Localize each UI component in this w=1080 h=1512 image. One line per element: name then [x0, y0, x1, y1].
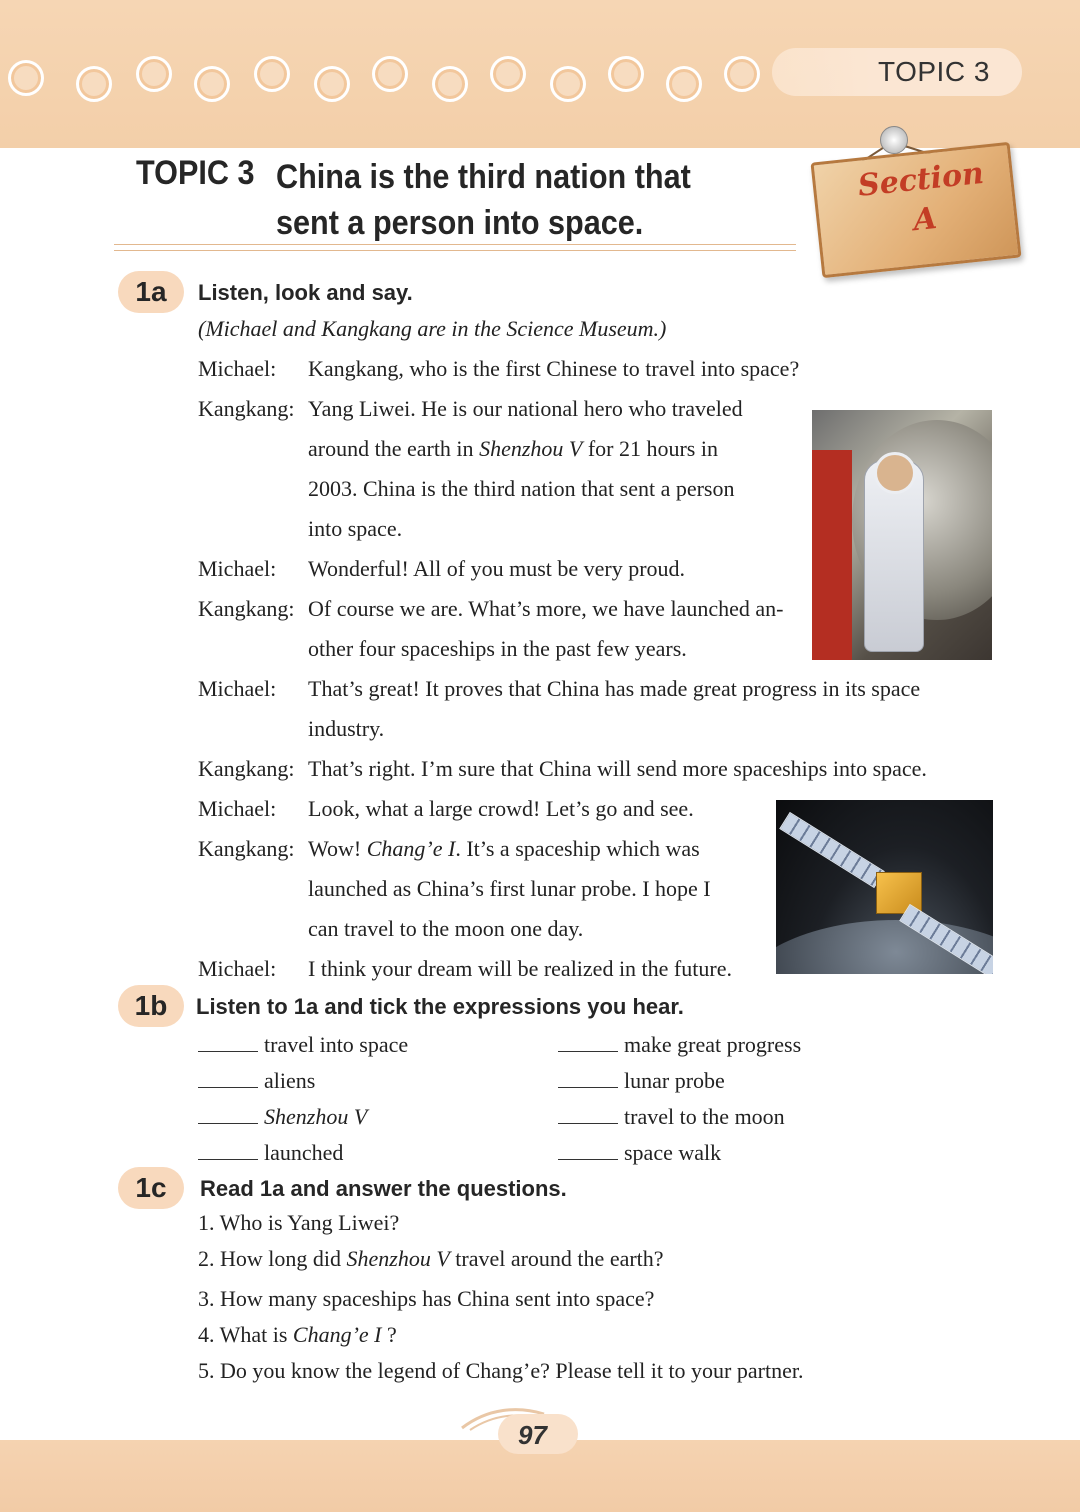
astronaut-photo: [812, 410, 992, 660]
dialogue-line: launched as China’s first lunar probe. I hope I: [308, 876, 711, 901]
tick-blank[interactable]: [558, 1105, 618, 1124]
exercise-badge-1b: 1b: [118, 985, 184, 1027]
expression-text: space walk: [624, 1140, 722, 1165]
expression-item: [198, 1032, 408, 1058]
tick-blank[interactable]: [198, 1105, 258, 1124]
dialogue-speaker: Michael:: [198, 956, 277, 981]
tick-blank[interactable]: [198, 1141, 258, 1160]
exercise-instruction-1b: Listen to 1a and tick the expressions you hear.: [196, 994, 684, 1019]
dialogue-speaker: Michael:: [198, 796, 277, 821]
expression-text: Shenzhou V: [264, 1104, 368, 1129]
topic-tab-label: TOPIC 3: [878, 56, 990, 87]
question-item: 1. Who is Yang Liwei?: [198, 1210, 400, 1235]
dialogue-line: I think your dream will be realized in the future.: [308, 956, 732, 981]
dialogue-line: industry.: [308, 716, 385, 741]
dialogue-line: Look, what a large crowd! Let’s go and see.: [308, 796, 694, 821]
italic-term: Shenzhou V: [346, 1246, 450, 1271]
expression-item: [558, 1032, 801, 1058]
expression-item: [198, 1140, 343, 1166]
scene-note: (Michael and Kangkang are in the Science Museum.): [198, 316, 667, 341]
section-sign: [810, 142, 1021, 278]
italic-term: Chang’e I: [366, 836, 456, 861]
dialogue-line: Yang Liwei. He is our national hero who traveled: [308, 396, 743, 421]
dialogue-line: can travel to the moon one day.: [308, 916, 584, 941]
expression-item: [558, 1068, 725, 1094]
tick-blank[interactable]: [558, 1141, 618, 1160]
exercise-badge-1c: 1c: [118, 1167, 184, 1209]
title-line-2: sent a person into space.: [276, 204, 644, 242]
expression-text: make great progress: [624, 1032, 802, 1057]
question-item: 5. Do you know the legend of Chang’e? Please tell it to your partner.: [198, 1358, 804, 1383]
title-line-1: China is the third nation that: [276, 158, 691, 196]
dialogue-speaker: Kangkang:: [198, 596, 295, 621]
exercise-badge-1a: 1a: [118, 271, 184, 313]
question-item: 2. How long did Shenzhou V travel around the earth?: [198, 1246, 664, 1271]
dialogue-line: Kangkang, who is the first Chinese to travel into space?: [308, 356, 800, 381]
dialogue-line: Wow! Chang’e I. It’s a spaceship which was: [308, 836, 700, 861]
tick-blank[interactable]: [198, 1033, 258, 1052]
dialogue-speaker: Michael:: [198, 356, 277, 381]
expression-text: aliens: [264, 1068, 316, 1093]
section-letter: A: [911, 200, 939, 239]
expression-text: travel into space: [264, 1032, 409, 1057]
expression-item: [198, 1104, 367, 1130]
expression-text: launched: [264, 1140, 344, 1165]
dialogue-speaker: Kangkang:: [198, 756, 295, 781]
decorative-circles: [0, 52, 770, 102]
expression-item: [198, 1068, 315, 1094]
tick-blank[interactable]: [558, 1033, 618, 1052]
expression-text: travel to the moon: [624, 1104, 785, 1129]
exercise-instruction-1c: Read 1a and answer the questions.: [200, 1176, 567, 1201]
dialogue-line: 2003. China is the third nation that sent a person: [308, 476, 735, 501]
title-divider: [114, 244, 796, 251]
dialogue-line: into space.: [308, 516, 403, 541]
exercise-instruction-1a: Listen, look and say.: [198, 280, 413, 305]
page-number: 97: [518, 1420, 547, 1450]
expression-text: lunar probe: [624, 1068, 725, 1093]
dialogue-line: around the earth in Shenzhou V for 21 hours in: [308, 436, 718, 461]
tick-blank[interactable]: [558, 1069, 618, 1088]
dialogue-line: Wonderful! All of you must be very proud.: [308, 556, 686, 581]
tick-blank[interactable]: [198, 1069, 258, 1088]
question-item: 3. How many spaceships has China sent into space?: [198, 1286, 655, 1311]
dialogue-speaker: Kangkang:: [198, 396, 295, 421]
question-item: 4. What is Chang’e I ?: [198, 1322, 397, 1347]
topic-number: TOPIC 3: [136, 154, 255, 192]
pin-icon: [880, 126, 908, 154]
expression-item: [558, 1140, 721, 1166]
dialogue-speaker: Kangkang:: [198, 836, 295, 861]
dialogue-line: That’s right. I’m sure that China will send more spaceships into space.: [308, 756, 927, 781]
expression-item: [558, 1104, 785, 1130]
section-sign-text: [844, 153, 1002, 248]
dialogue-line: Of course we are. What’s more, we have launched an-: [308, 596, 784, 621]
dialogue-line: That’s great! It proves that China has made great progress in its space: [308, 676, 921, 701]
dialogue-speaker: Michael:: [198, 556, 277, 581]
italic-term: Shenzhou V: [479, 436, 583, 461]
page-title: [276, 154, 780, 246]
dialogue-line: other four spaceships in the past few years.: [308, 636, 687, 661]
italic-term: Chang’e I: [292, 1322, 382, 1347]
lunar-probe-photo: [776, 800, 993, 974]
section-word: Section: [856, 155, 986, 204]
dialogue-speaker: Michael:: [198, 676, 277, 701]
